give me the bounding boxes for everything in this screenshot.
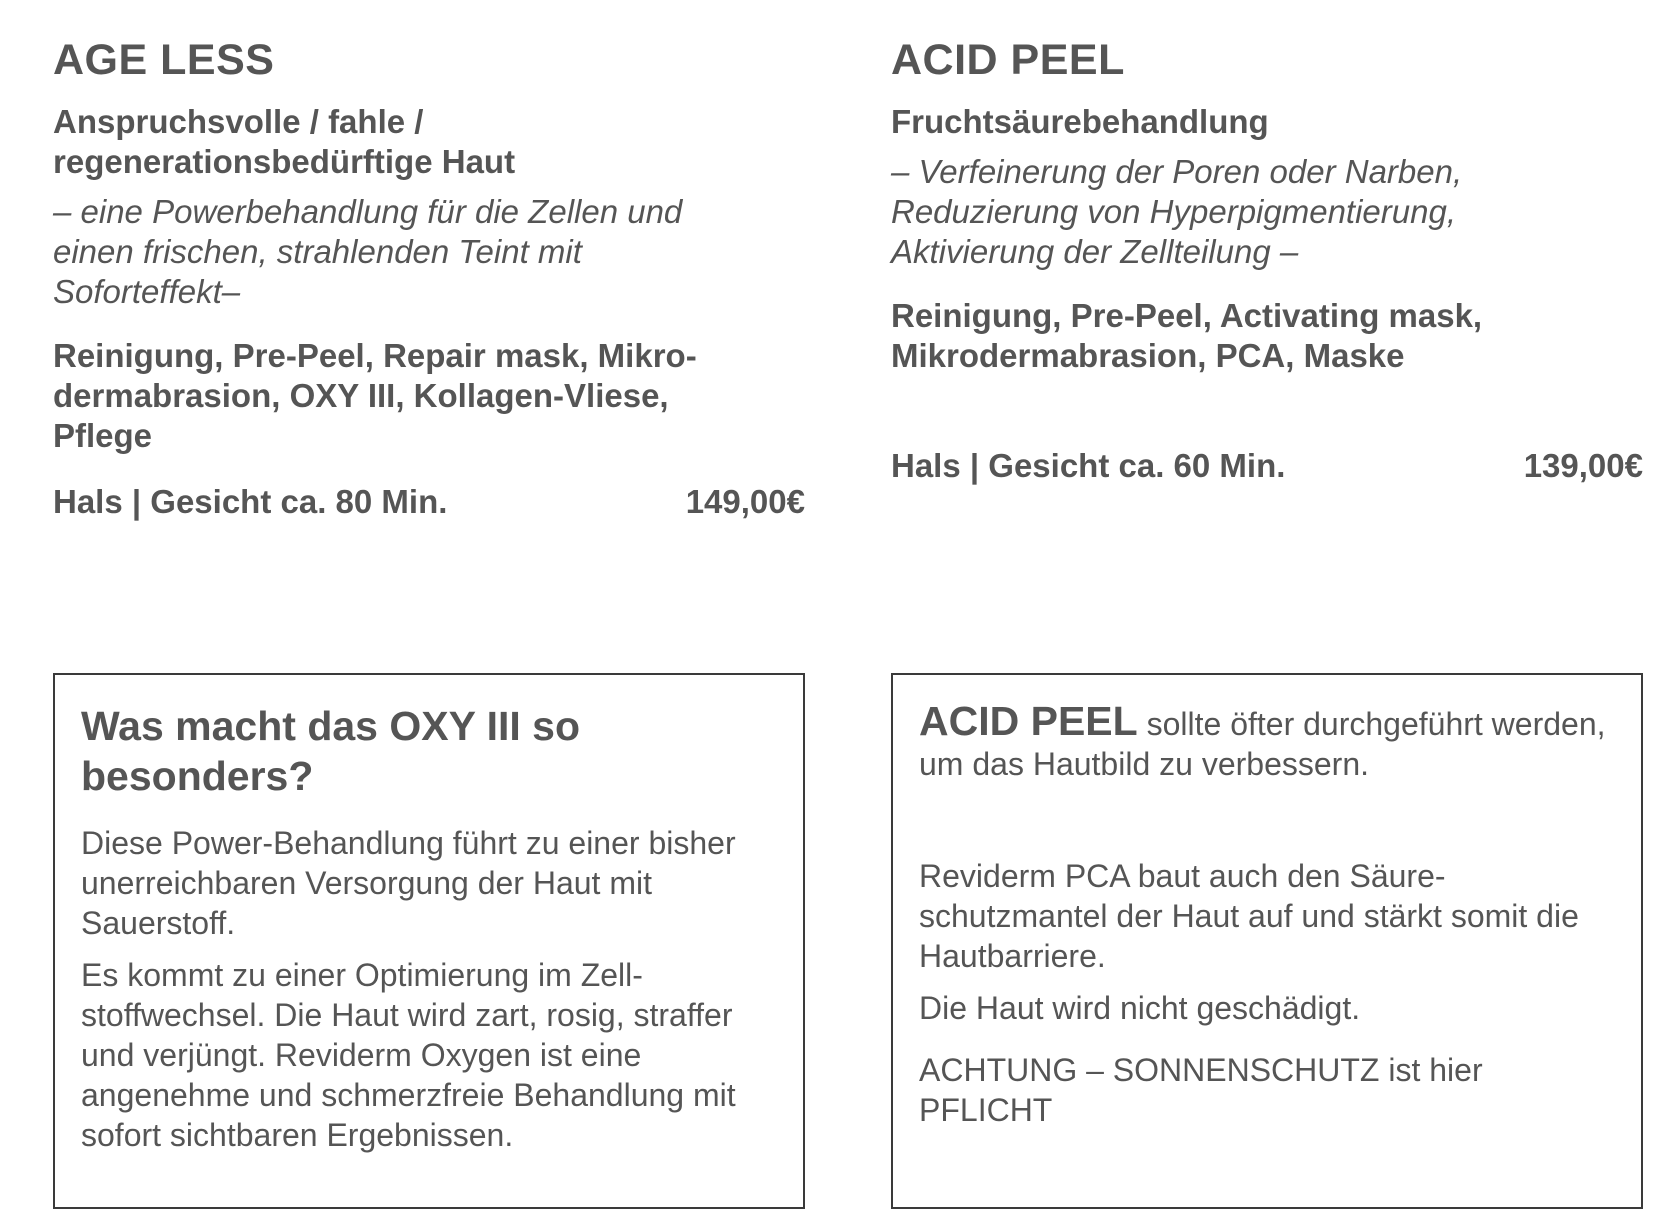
acid-box-paragraph-4: ACHTUNG – SONNENSCHUTZ ist hier PFLICHT (919, 1052, 1483, 1128)
age-less-duration: Hals | Gesicht ca. 80 Min. (53, 483, 448, 520)
age-less-section (53, 30, 813, 522)
acid-peel-price: 139,00€ (1523, 447, 1643, 484)
acid-box-lead (919, 698, 1615, 784)
acid-peel-duration-row (891, 446, 1643, 486)
age-less-duration-row (53, 482, 805, 522)
acid-peel-title: ACID PEEL (891, 36, 1125, 84)
acid-peel-duration: Hals | Gesicht ca. 60 Min. (891, 447, 1286, 484)
age-less-title: AGE LESS (53, 36, 275, 84)
oxy-box-title: Was macht das OXY III so besonders? (81, 703, 581, 799)
age-less-price: 149,00€ (685, 483, 805, 520)
acid-peel-section (891, 30, 1651, 486)
age-less-subtitle: Anspruchsvolle / fahle / regenerationsbedürftige Haut (53, 103, 516, 180)
acid-box-paragraph-3: Die Haut wird nicht geschädigt. (919, 990, 1361, 1026)
acid-peel-subtitle: Fruchtsäurebehandlung (891, 103, 1269, 140)
age-less-tagline: – eine Powerbehandlung für die Zellen und einen frischen, strahlenden Teint mit Soforteffekt– (53, 193, 683, 310)
acid-peel-steps: Reinigung, Pre-Peel, Activating mask, Mikrodermabrasion, PCA, Maske (891, 297, 1483, 374)
age-less-steps: Reinigung, Pre-Peel, Repair mask, Mikrodermabrasion, OXY III, Kollagen-Vliese, Pflege (53, 337, 697, 454)
acid-peel-tagline: – Verfeinerung der Poren oder Narben, Reduzierung von Hyperpigmentierung, Aktivierung der Zellteilung – (891, 153, 1463, 270)
acid-box-paragraph-2: Reviderm PCA baut auch den Säureschutzmantel der Haut auf und stärkt somit die Hautbarriere. (919, 858, 1579, 974)
oxy-box-paragraph-2: Es kommt zu einer Optimierung im Zellstoffwechsel. Die Haut wird zart, rosig, straffer und verjüngt. Reviderm Oxygen ist eine angenehme und schmerzfreie Behandlung mit sofort sichtbaren Ergebnissen. (81, 957, 736, 1153)
acid-box-lead-title: ACID PEEL (919, 698, 1138, 744)
oxy-info-box (53, 673, 805, 1209)
acid-box-lead-text: sollte öfter durchgeführt werden, um das Hautbild zu verbessern. (919, 706, 1606, 782)
oxy-box-paragraph-1: Diese Power-Behandlung führt zu einer bisher unerreichbaren Versorgung der Haut mit Sauerstoff. (81, 825, 736, 941)
acid-info-box (891, 673, 1643, 1209)
